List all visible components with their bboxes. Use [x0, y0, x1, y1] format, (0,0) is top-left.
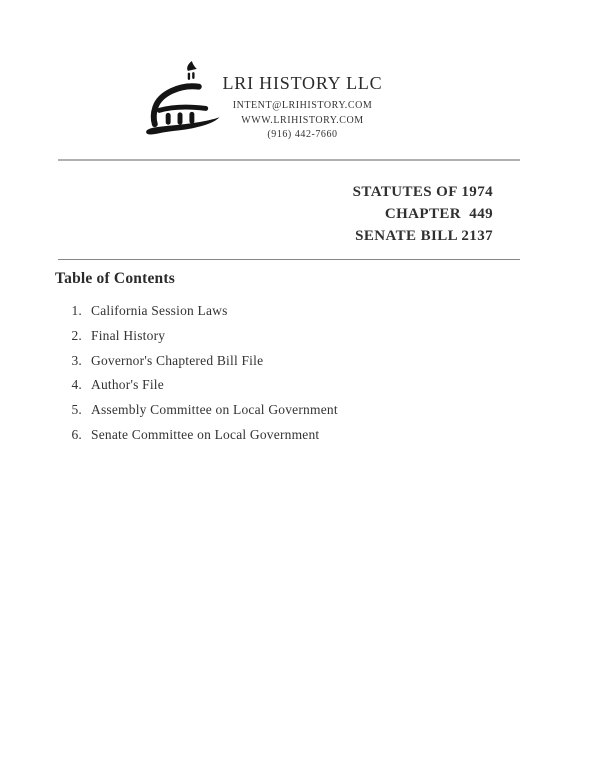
document-reference: [353, 181, 493, 247]
company-name: LRI HISTORY LLC: [222, 73, 383, 93]
toc-item: [68, 428, 338, 442]
company-phone: (916) 442-7660: [267, 129, 338, 140]
toc-item: [68, 403, 338, 417]
toc-item: [68, 354, 338, 368]
toc-item-number: 2.: [71, 327, 82, 343]
toc-item-label: California Session Laws: [91, 303, 228, 318]
toc-item-number: 4.: [71, 377, 82, 393]
toc-item-label: Author's File: [91, 377, 164, 393]
toc-item: [68, 329, 338, 343]
toc-item: [68, 378, 338, 392]
senate-bill-line: SENATE BILL 2137: [355, 228, 493, 244]
toc-item: [68, 304, 338, 318]
company-email: INTENT@LRIHISTORY.COM: [232, 100, 373, 111]
toc-item-label: Final History: [91, 327, 166, 343]
company-website: WWW.LRIHISTORY.COM: [241, 114, 364, 126]
toc-item-number: 1.: [71, 303, 82, 318]
toc-title: Table of Contents: [55, 270, 175, 287]
statutes-year-line: STATUTES OF 1974: [352, 184, 493, 200]
toc-item-number: 3.: [71, 352, 82, 368]
divider-bottom: [58, 259, 520, 260]
toc-item-label: Governor's Chaptered Bill File: [91, 352, 264, 368]
divider-top: [58, 159, 520, 161]
toc-item-label: Assembly Committee on Local Government: [91, 402, 338, 418]
toc-item-label: Senate Committee on Local Government: [91, 426, 320, 442]
toc-list: [68, 304, 338, 453]
letterhead: [180, 73, 425, 143]
toc-item-number: 6.: [71, 426, 82, 442]
toc-item-number: 5.: [71, 402, 82, 418]
chapter-line: CHAPTER 449: [384, 206, 493, 222]
